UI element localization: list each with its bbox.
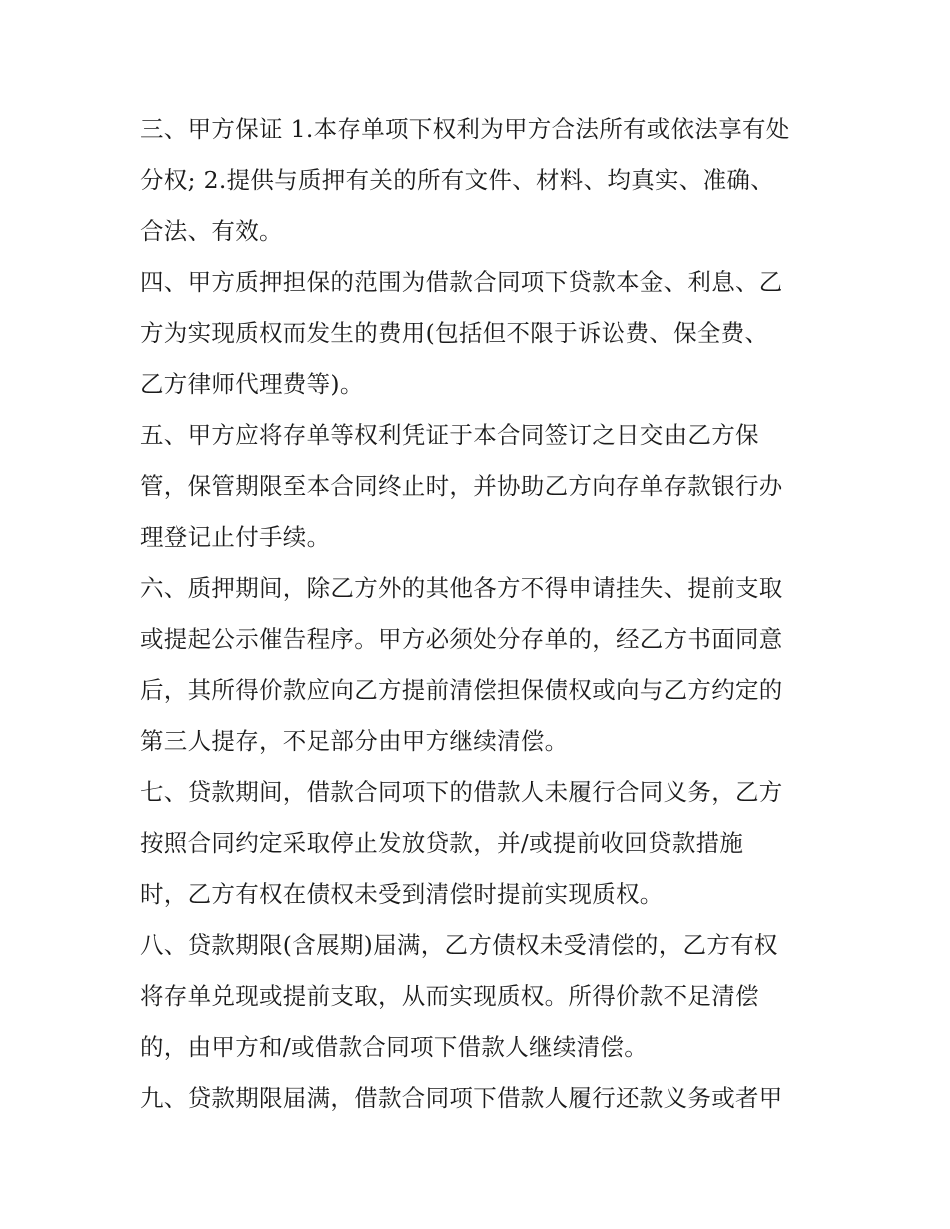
text-line-4: 四、甲方质押担保的范围为借款合同项下贷款本金、利息、乙	[140, 268, 783, 296]
text-line-7: 五、甲方应将存单等权利凭证于本合同签订之日交由乙方保	[140, 421, 759, 449]
text-line-16: 时，乙方有权在债权未受到清偿时提前实现质权。	[140, 880, 664, 908]
text-line-5: 方为实现质权而发生的费用(包括但不限于诉讼费、保全费、	[140, 319, 769, 347]
text-line-17: 八、贷款期限(含展期)届满，乙方债权未受清偿的，乙方有权	[140, 931, 778, 959]
text-line-9: 理登记止付手续。	[140, 523, 331, 551]
text-line-2: 分权; 2.提供与质押有关的所有文件、材料、均真实、准确、	[140, 166, 775, 194]
text-line-8: 管，保管期限至本合同终止时，并协助乙方向存单存款银行办	[140, 472, 783, 500]
text-line-15: 按照合同约定采取停止发放贷款，并/或提前收回贷款措施	[140, 829, 744, 857]
text-line-20: 九、贷款期限届满，借款合同项下借款人履行还款义务或者甲	[140, 1084, 783, 1112]
text-line-11: 或提起公示催告程序。甲方必须处分存单的，经乙方书面同意	[140, 625, 783, 653]
text-line-12: 后，其所得价款应向乙方提前清偿担保债权或向与乙方约定的	[140, 676, 783, 704]
text-line-1: 三、甲方保证 1.本存单项下权利为甲方合法所有或依法享有处	[140, 115, 790, 143]
text-line-3: 合法、有效。	[140, 217, 283, 245]
document-body	[140, 104, 820, 1124]
text-line-18: 将存单兑现或提前支取，从而实现质权。所得价款不足清偿	[140, 982, 759, 1010]
text-line-6: 乙方律师代理费等)。	[140, 370, 364, 398]
text-line-19: 的，由甲方和/或借款合同项下借款人继续清偿。	[140, 1033, 649, 1061]
text-line-14: 七、贷款期间，借款合同项下的借款人未履行合同义务，乙方	[140, 778, 783, 806]
text-line-10: 六、质押期间，除乙方外的其他各方不得申请挂失、提前支取	[140, 574, 783, 602]
text-line-13: 第三人提存，不足部分由甲方继续清偿。	[140, 727, 569, 755]
